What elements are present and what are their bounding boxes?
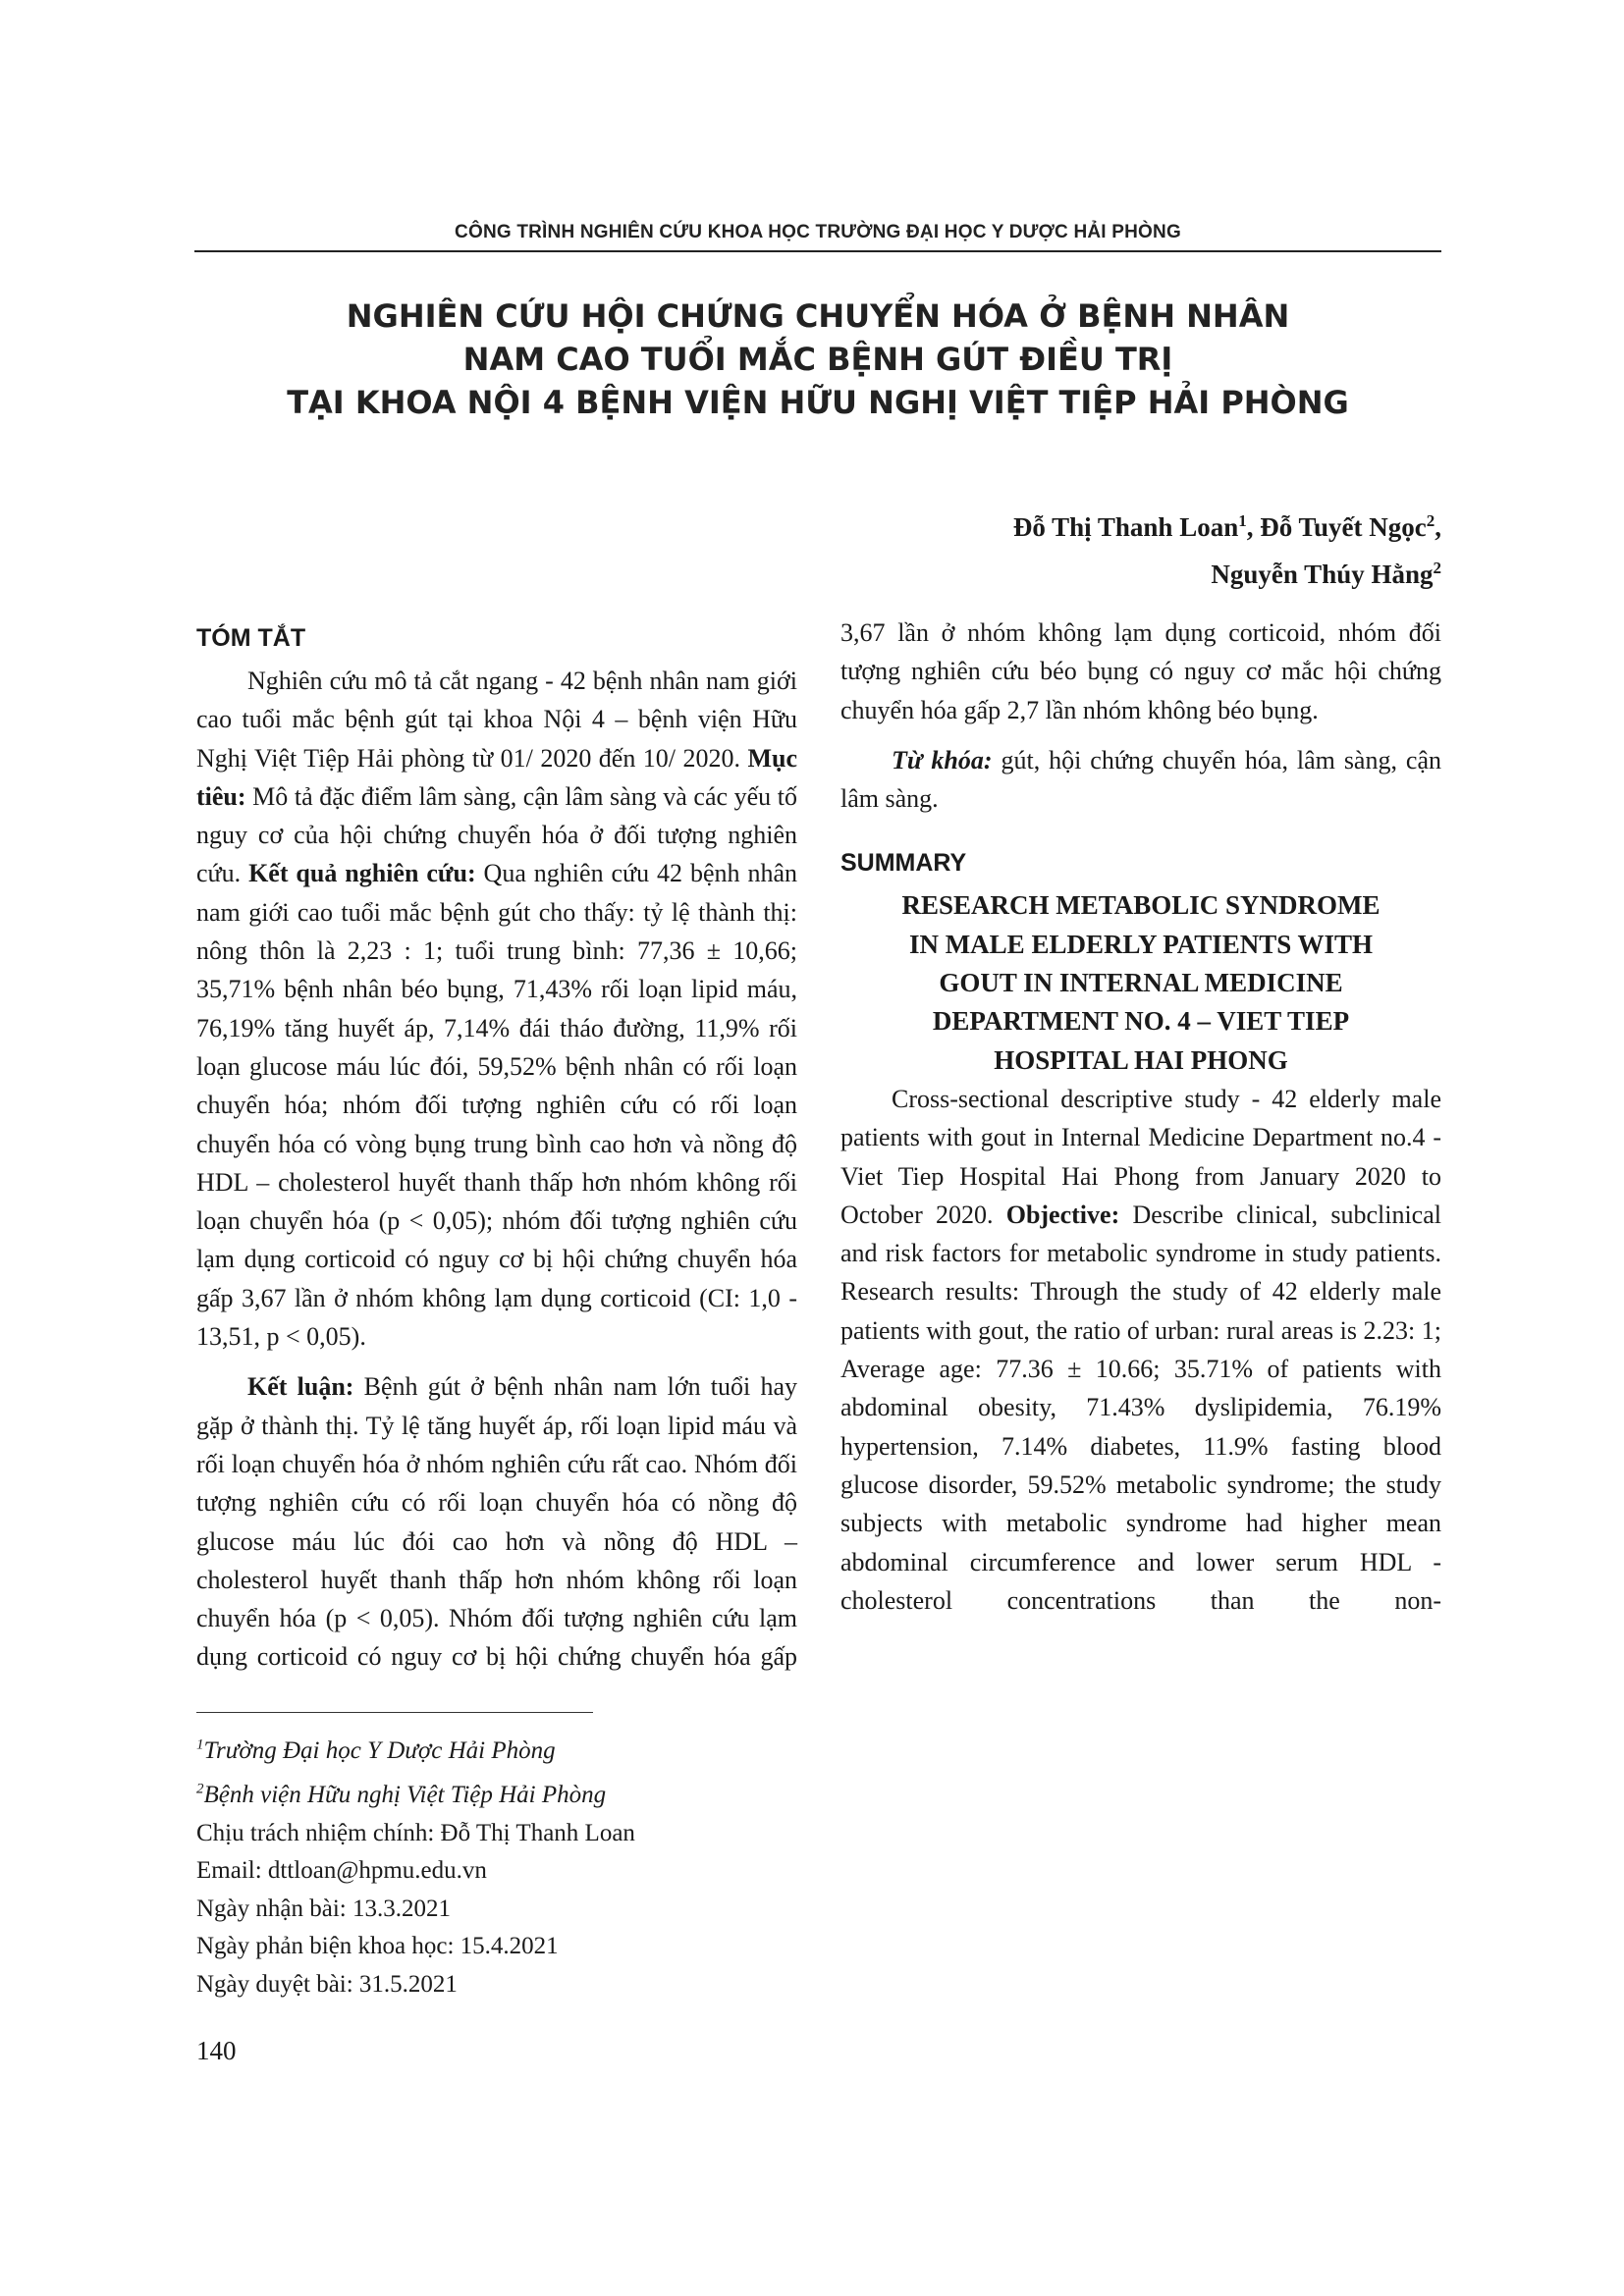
article-title: [194, 294, 1441, 424]
affiliation-mark: 2: [196, 1781, 204, 1797]
keywords-label: Từ khóa:: [892, 745, 993, 774]
keywords-text: gút, hội chứng chuyển hóa, lâm sàng, cận lâm sàng.: [840, 745, 1441, 814]
summary-title-line-3: GOUT IN INTERNAL MEDICINE: [939, 968, 1343, 998]
authors-line-1: Đỗ Thị Thanh Loan$^1$, Đỗ Tuyết Ngọc$^2$,: [1012, 511, 1441, 542]
abstract-paragraph: [196, 662, 797, 1356]
received-date: Ngày nhận bài: 13.3.2021: [196, 1895, 451, 1922]
abstract-text: Qua nghiên cứu 42 bệnh nhân nam giới cao tuổi mắc bệnh gút cho thấy: tỷ lệ thành thị: nông thôn là 2,23 : 1; tuổi trung bình: 77,36 ± 10,66; 35,71% bệnh nhân béo bụng, 71,43% rối loạn lipid máu, 76,19% tăng huyết áp, 7,14% đái tháo đường, 11,9% rối loạn glucose máu lúc đói, 59,52% bệnh nhân có rối loạn chuyển hóa; nhóm đối tượng nghiên cứu có rối loạn chuyển hóa có vòng bụng trung bình cao hơn và nồng độ HDL – cholesterol huyết thanh thấp hơn nhóm không rối loạn chuyển hóa (p < 0,05); nhóm đối tượng nghiên cứu lạm dụng corticoid có nguy cơ bị hội chứng chuyển hóa gấp 3,67 lần ở nhóm không lạm dụng corticoid (CI: 1,0 - 13,51, p < 0,05).: [196, 859, 798, 1352]
affiliation-2: [196, 1771, 797, 1815]
abstract-heading: TÓM TẮT: [196, 624, 306, 652]
contact-email: Email: dttloan@hpmu.edu.vn: [196, 1857, 487, 1885]
summary-title-line-2: IN MALE ELDERLY PATIENTS WITH: [908, 929, 1374, 959]
conclusion-text: Bệnh gút ở bệnh nhân nam lớn tuổi hay gặp ở thành thị. Tỷ lệ tăng huyết áp, rối loạn lipid máu và rối loạn chuyển hóa ở nhóm nghiên cứu rất cao. Nhóm đối tượng nghiên cứu có rối loạn chuyển hóa có nồng độ glucose máu lúc đói cao hơn và nồng độ HDL – cholesterol huyết thanh thấp hơn nhóm không rối loạn chuyển hóa (p < 0,05). Nhóm đối tượng nghiên cứu lạm dụng corticoid có nguy cơ bị hội chứng chuyển hóa gấp: [196, 1372, 797, 1672]
results-label: Kết quả nghiên cứu:: [248, 859, 476, 888]
summary-title-line-1: RESEARCH METABOLIC SYNDROME: [901, 890, 1380, 921]
conclusion-label: Kết luận:: [247, 1372, 354, 1402]
author-name: Đỗ Thị Thanh Loan: [1012, 512, 1239, 542]
keywords-paragraph: [840, 741, 1441, 819]
summary-text: Cross-sectional descriptive study - 42 elderly male patients with gout in Internal Medicine Department no.4 - Viet Tiep Hospital Hai Phong from January 2020 to October 2020.: [840, 1084, 1441, 1229]
left-column: [196, 618, 797, 1677]
summary-title-line-5: HOSPITAL HAI PHONG: [994, 1044, 1288, 1075]
spacer: [840, 818, 1441, 843]
author-name: Đỗ Tuyết Ngọc: [1260, 512, 1427, 542]
conclusion-continuation: 3,67 lần ở nhóm không lạm dụng corticoid, nhóm đối tượng nghiên cứu béo bụng có nguy cơ mắc hội chứng chuyển hóa gấp 2,7 lần nhóm không béo bụng.: [840, 618, 1441, 724]
affiliation-text: Trường Đại học Y Dược Hải Phòng: [203, 1737, 556, 1765]
footnotes: [196, 1712, 797, 2003]
summary-heading: SUMMARY: [840, 849, 967, 878]
summary-text: Describe clinical, subclinical and risk factors for metabolic syndrome in study patients. Research results: Through the study of 42 elderly male patients with gout, the ratio of urban: rural areas is 2.23: 1; Average age: 77.36 ± 10.66; 35.71% of patients with abdominal obesity, 71.43% dyslipidemia, 76.19% hypertension, 7.14% diabetes, 11.9% fasting blood glucose disorder, 59.52% metabolic syndrome; the study subjects with metabolic syndrome had higher mean abdominal circumference and lower serum HDL - cholesterol concentrations than the non-: [840, 1200, 1441, 1615]
objective-label: Mục tiêu:: [196, 743, 797, 811]
author-affiliation-mark: 2: [1433, 559, 1441, 577]
author-name: Nguyễn Thúy Hằng: [1211, 560, 1434, 589]
abstract-text: Nghiên cứu mô tả cắt ngang - 42 bệnh nhân nam giới cao tuổi mắc bệnh gút tại khoa Nội 4 – bệnh viện Hữu Nghị Việt Tiệp Hải phòng từ 01/ 2020 đến 10/ 2020.: [196, 667, 797, 773]
summary-objective-label: Objective:: [1005, 1200, 1120, 1229]
conclusion-paragraph: [196, 1367, 797, 1676]
title-line-1: NGHIÊN CỨU HỘI CHỨNG CHUYỂN HÓA Ở BỆNH NHÂN: [346, 297, 1290, 335]
affiliation-text: Bệnh viện Hữu nghị Việt Tiệp Hải Phòng: [203, 1782, 607, 1809]
running-header: CÔNG TRÌNH NGHIÊN CỨU KHOA HỌC TRƯỜNG ĐẠI HỌC Y DƯỢC HẢI PHÒNG: [455, 222, 1181, 242]
authors-line-2: [754, 548, 1441, 595]
author-affiliation-mark: 2: [1426, 511, 1435, 530]
approval-date: Ngày duyệt bài: 31.5.2021: [196, 1970, 458, 1998]
title-line-2: NAM CAO TUỔI MẮC BỆNH GÚT ĐIỀU TRỊ: [462, 341, 1173, 378]
page-number: 140: [196, 2036, 237, 2065]
summary-title-line-4: DEPARTMENT NO. 4 – VIET TIEP: [932, 1006, 1350, 1037]
responsible-author: Chịu trách nhiệm chính: Đỗ Thị Thanh Loan: [196, 1819, 635, 1846]
spacer: [840, 729, 1441, 741]
title-line-3: TẠI KHOA NỘI 4 BỆNH VIỆN HỮU NGHỊ VIỆT TIỆP HẢI PHÒNG: [287, 384, 1349, 421]
summary-paragraph: [840, 1080, 1441, 1620]
summary-title: [840, 886, 1441, 1079]
header-rule: [194, 250, 1441, 252]
author-list: [754, 501, 1441, 595]
affiliation-mark: 1: [196, 1737, 204, 1753]
abstract-text: Mô tả đặc điểm lâm sàng, cận lâm sàng và các yếu tố nguy cơ của hội chứng chuyển hóa ở đối tượng nghiên cứu.: [196, 781, 797, 888]
author-affiliation-mark: 1: [1238, 511, 1247, 530]
footnote-rule: [196, 1712, 593, 1713]
right-column-content: [840, 614, 1441, 1620]
review-date: Ngày phản biện khoa học: 15.4.2021: [196, 1933, 559, 1960]
affiliation-1: [196, 1727, 797, 1771]
